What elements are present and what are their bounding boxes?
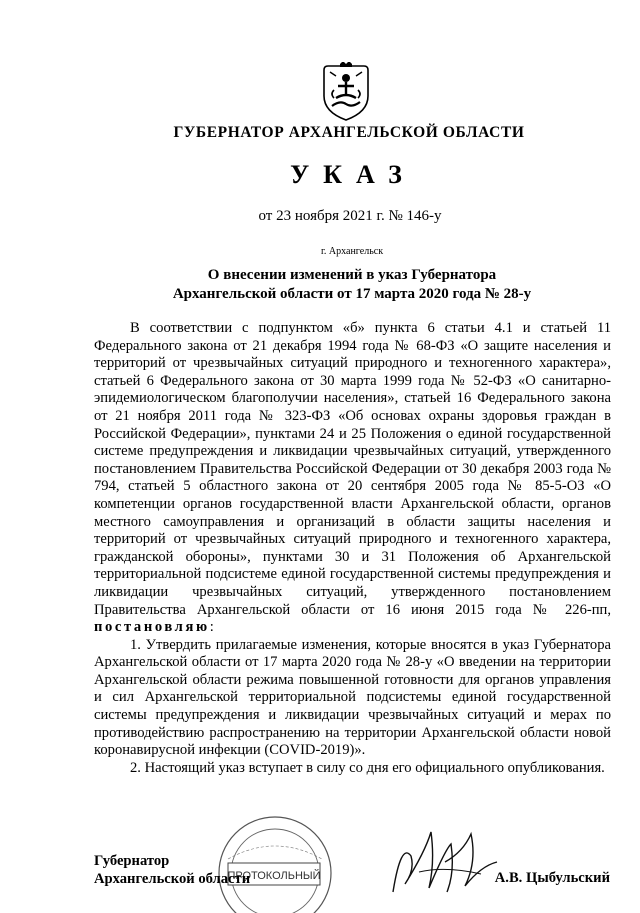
signatory-position: [94, 852, 250, 888]
signatory-position-line1: Губернатор: [94, 853, 170, 869]
signatory-position-line2: Архангельской области: [94, 871, 251, 887]
preamble-end: :: [209, 619, 214, 636]
item-2-paragraph: 2. Настоящий указ вступает в силу со дня его официального опубликования.: [130, 759, 605, 776]
document-body: [94, 320, 611, 777]
document-type: УКАЗ: [290, 160, 416, 189]
document-city: г. Архангельск: [320, 246, 384, 257]
arkhangelsk-coat-of-arms-icon: [318, 62, 374, 122]
document-title-line1: О внесении изменений в указ Губернатора: [207, 267, 497, 283]
document-title: [0, 266, 640, 304]
handwritten-signature: [385, 822, 505, 902]
stamp-label: ПРОТОКОЛЬНЫЙ: [227, 870, 321, 882]
preamble-text: В соответствии с подпунктом «б» пункта 6 статьи 4.1 и статьей 11 Федерального закона от 21 декабря 1994 года № 68-ФЗ «О защите населения и территорий от чрезвычайных ситуаций природного и техногенного характера», статьей 6 Федерального закона от 30 марта 1999 года № 52-ФЗ «О санитарно-эпидемиологическом благополучии населения», статьей 16 Федерального закона от 21 ноября 2011 года № 323-ФЗ «Об основах охраны здоровья граждан в Российской Федерации», пунктами 24 и 25 Положения о единой государственной системе предупреждения и ликвидации чрезвычайных ситуаций, утвержденного постановлением Правительства Российской Федерации от 30 декабря 2003 года № 794, статьей 5 областного закона от 20 сентября 2005 года № 85-5-ОЗ «О компетенции органов государственной власти Архангельской области, органов местного самоуправления и организаций в области защиты населения и территорий от чрезвычайных ситуаций природного и техногенного характера, гражданской обороны», пунктами 30 и 31 Положения об Архангельской территориальной подсистеме единой государственной системы предупреждения и ликвидации чрезвычайных ситуаций, утвержденного постановлением Правительства Архангельской области от 16 июня 2015 года № 226-пп,: [94, 320, 611, 618]
preamble-paragraph: [94, 320, 611, 637]
signatory-name: А.В. Цыбульский: [494, 870, 610, 886]
document-date-number: от 23 ноября 2021 г. № 146-у: [258, 208, 442, 224]
document-title-line2: Архангельской области от 17 марта 2020 года № 28-у: [172, 286, 532, 302]
issuing-authority: ГУБЕРНАТОР АРХАНГЕЛЬСКОЙ ОБЛАСТИ: [173, 124, 525, 141]
decree-keyword: постановляю: [94, 619, 210, 636]
item-1-paragraph: 1. Утвердить прилагаемые изменения, которые вносятся в указ Губернатора Архангельской области от 17 марта 2020 года № 28-у «О введении на территории Архангельской области режима повышенной готовности для органов управления и сил Архангельской территориальной подсистемы единой государственной системы предупреждения и ликвидации чрезвычайных ситуаций и мерах по противодействию распространению на территории Архангельской области новой коронавирусной инфекции (COVID-2019)».: [94, 636, 611, 759]
